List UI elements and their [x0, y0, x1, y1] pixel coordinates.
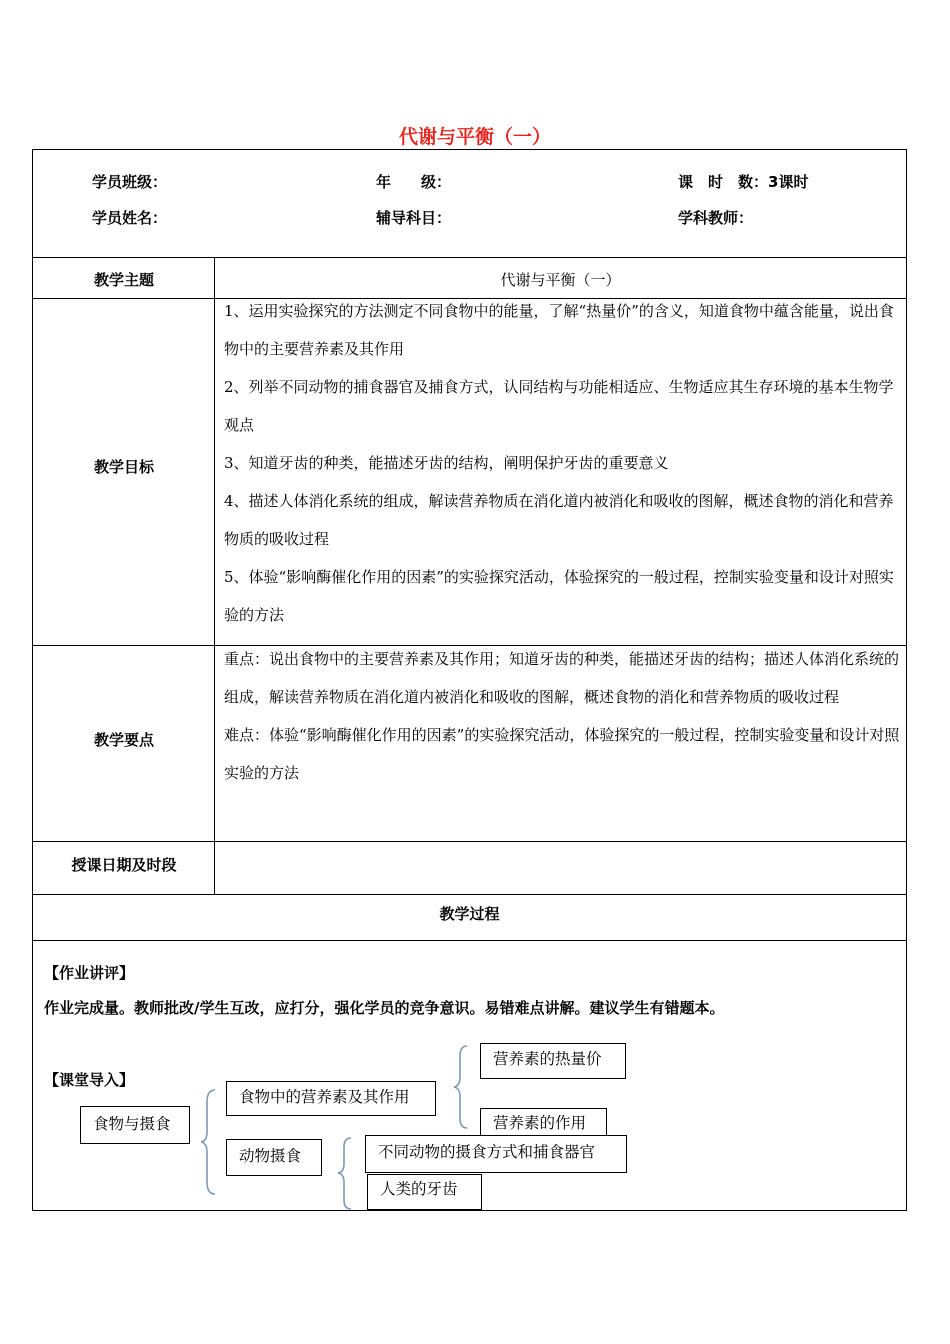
- homework-heading: 【作业讲评】: [44, 964, 135, 982]
- branch2-child-box: 不同动物的摄食方式和捕食器官: [365, 1135, 627, 1173]
- objectives-list: [224, 292, 900, 634]
- key-points-label: 教学要点: [93, 731, 154, 749]
- branch2-brace: [336, 1136, 356, 1212]
- objective-item: 2、列举不同动物的捕食器官及捕食方式，认同结构与功能相适应、生物适应其生存环境的基本生物学观点: [224, 378, 894, 434]
- objective-item: 5、体验“影响酶催化作用的因素”的实验探究活动，体验探究的一般过程，控制实验变量和设计对照实验的方法: [224, 568, 894, 624]
- theme-value: 代谢与平衡（一）: [500, 271, 621, 289]
- key-point-item: 重点：说出食物中的主要营养素及其作用；知道牙齿的种类，能描述牙齿的结构；描述人体消化系统的组成，解读营养物质在消化道内被消化和吸收的图解，概述食物的消化和营养物质的吸收过程: [224, 650, 900, 706]
- branch1-node-box: 食物中的营养素及其作用: [226, 1081, 436, 1116]
- key-point-item: 难点：体验“影响酶催化作用的因素”的实验探究活动，体验探究的一般过程，控制实验变量和设计对照实验的方法: [224, 726, 900, 782]
- class-label: 学员班级：: [92, 173, 168, 191]
- teacher-label: 学科教师：: [678, 209, 754, 227]
- objectives-label: 教学目标: [93, 458, 154, 476]
- intro-heading: 【课堂导入】: [44, 1071, 135, 1089]
- process-heading: 教学过程: [439, 905, 500, 923]
- branch1-child-box: 营养素的作用: [480, 1108, 607, 1138]
- theme-label: 教学主题: [93, 271, 154, 289]
- objective-item: 4、描述人体消化系统的组成，解读营养物质在消化道内被消化和吸收的图解，概述食物的消化和营养物质的吸收过程: [224, 492, 894, 548]
- branch2-node-box: 动物摄食: [226, 1139, 322, 1176]
- objective-item: 3、知道牙齿的种类，能描述牙齿的结构，阐明保护牙齿的重要意义: [224, 454, 669, 472]
- root-node-box: 食物与摄食: [80, 1106, 190, 1144]
- homework-text: 作业完成量。教师批改/学生互改，应打分，强化学员的竞争意识。易错难点讲解。建议学生有错题本。: [44, 999, 725, 1017]
- objective-item: 1、运用实验探究的方法测定不同食物中的能量，了解“热量价”的含义，知道食物中蕴含能量，说出食物中的主要营养素及其作用: [224, 302, 894, 358]
- branch1-brace: [452, 1044, 472, 1130]
- branch2-child-box: 人类的牙齿: [367, 1174, 482, 1210]
- page-title: 代谢与平衡（一）: [398, 126, 551, 148]
- schedule-label: 授课日期及时段: [71, 856, 177, 874]
- hours-label: 课 时 数：: [678, 173, 769, 191]
- subject-label: 辅导科目：: [376, 209, 452, 227]
- branch1-child-box: 营养素的热量价: [480, 1043, 626, 1079]
- grade-label: 年 级：: [376, 173, 452, 191]
- key-points-list: [224, 640, 900, 792]
- root-brace: [198, 1088, 220, 1196]
- hours-value: 3课时: [768, 173, 809, 191]
- name-label: 学员姓名：: [92, 209, 168, 227]
